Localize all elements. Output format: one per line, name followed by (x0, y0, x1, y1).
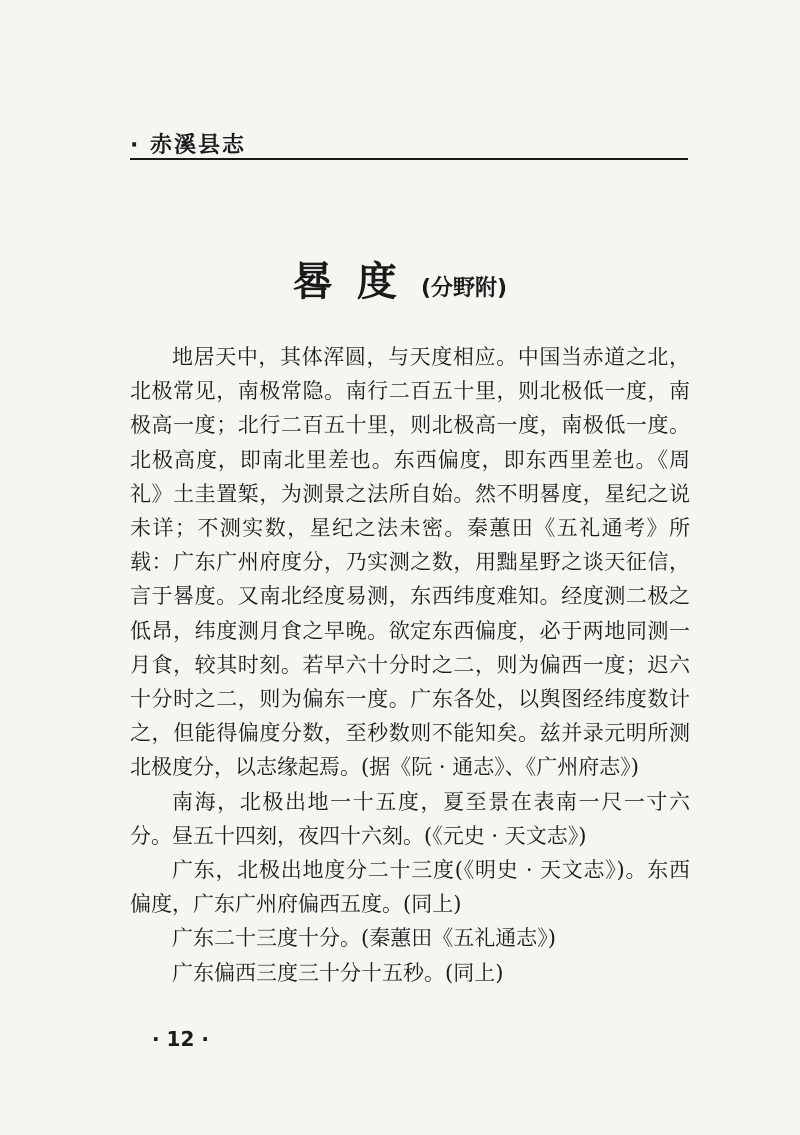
book-title: · 赤溪县志 (130, 133, 247, 158)
paragraph: 广东二十三度十分。(秦蕙田《五礼通志》) (172, 926, 556, 951)
body-text (130, 340, 690, 990)
running-header (130, 128, 690, 158)
paragraph: 广东偏西三度三十分十五秒。(同上) (172, 960, 504, 985)
header-rule (130, 158, 688, 160)
section-title: 晷度 (292, 259, 421, 305)
paragraph: 广东，北极出地度分二十三度(《明史 · 天文志》)。东西偏度，广东广州府偏西五度。(同上) (130, 858, 690, 917)
paragraph: 地居天中，其体浑圆，与天度相应。中国当赤道之北，北极常见，南极常隐。南行二百五十里，则北极低一度，南极高一度；北行二百五十里，则北极高一度，南极低一度。北极高度，即南北里差也。东西偏度，即东西里差也。《周礼》土圭置椠，为测景之法所自始。然不明晷度，星纪之说未详；不测实数，星纪之法未密。秦蕙田《五礼通考》所载：广东广州府度分，乃实测之数，用黜星野之谈天征信，言于晷度。又南北经度易测，东西纬度难知。经度测二极之低昂，纬度测月食之早晚。欲定东西偏度，必于两地同测一月食，较其时刻。若早六十分时之二，则为偏西一度；迟六十分时之二，则为偏东一度。广东各处，以舆图经纬度数计之，但能得偏度分数，至秒数则不能知矣。兹并录元明所测北极度分，以志缘起焉。(据《阮 · 通志》、《广州府志》) (130, 345, 690, 780)
paragraph: 南海，北极出地一十五度，夏至景在表南一尺一寸六分。昼五十四刻，夜四十六刻。(《元史 · 天文志》) (130, 789, 690, 848)
section-heading (0, 250, 800, 307)
section-subtitle: (分野附) (420, 276, 508, 301)
page-number: · 12 · (152, 1027, 209, 1051)
